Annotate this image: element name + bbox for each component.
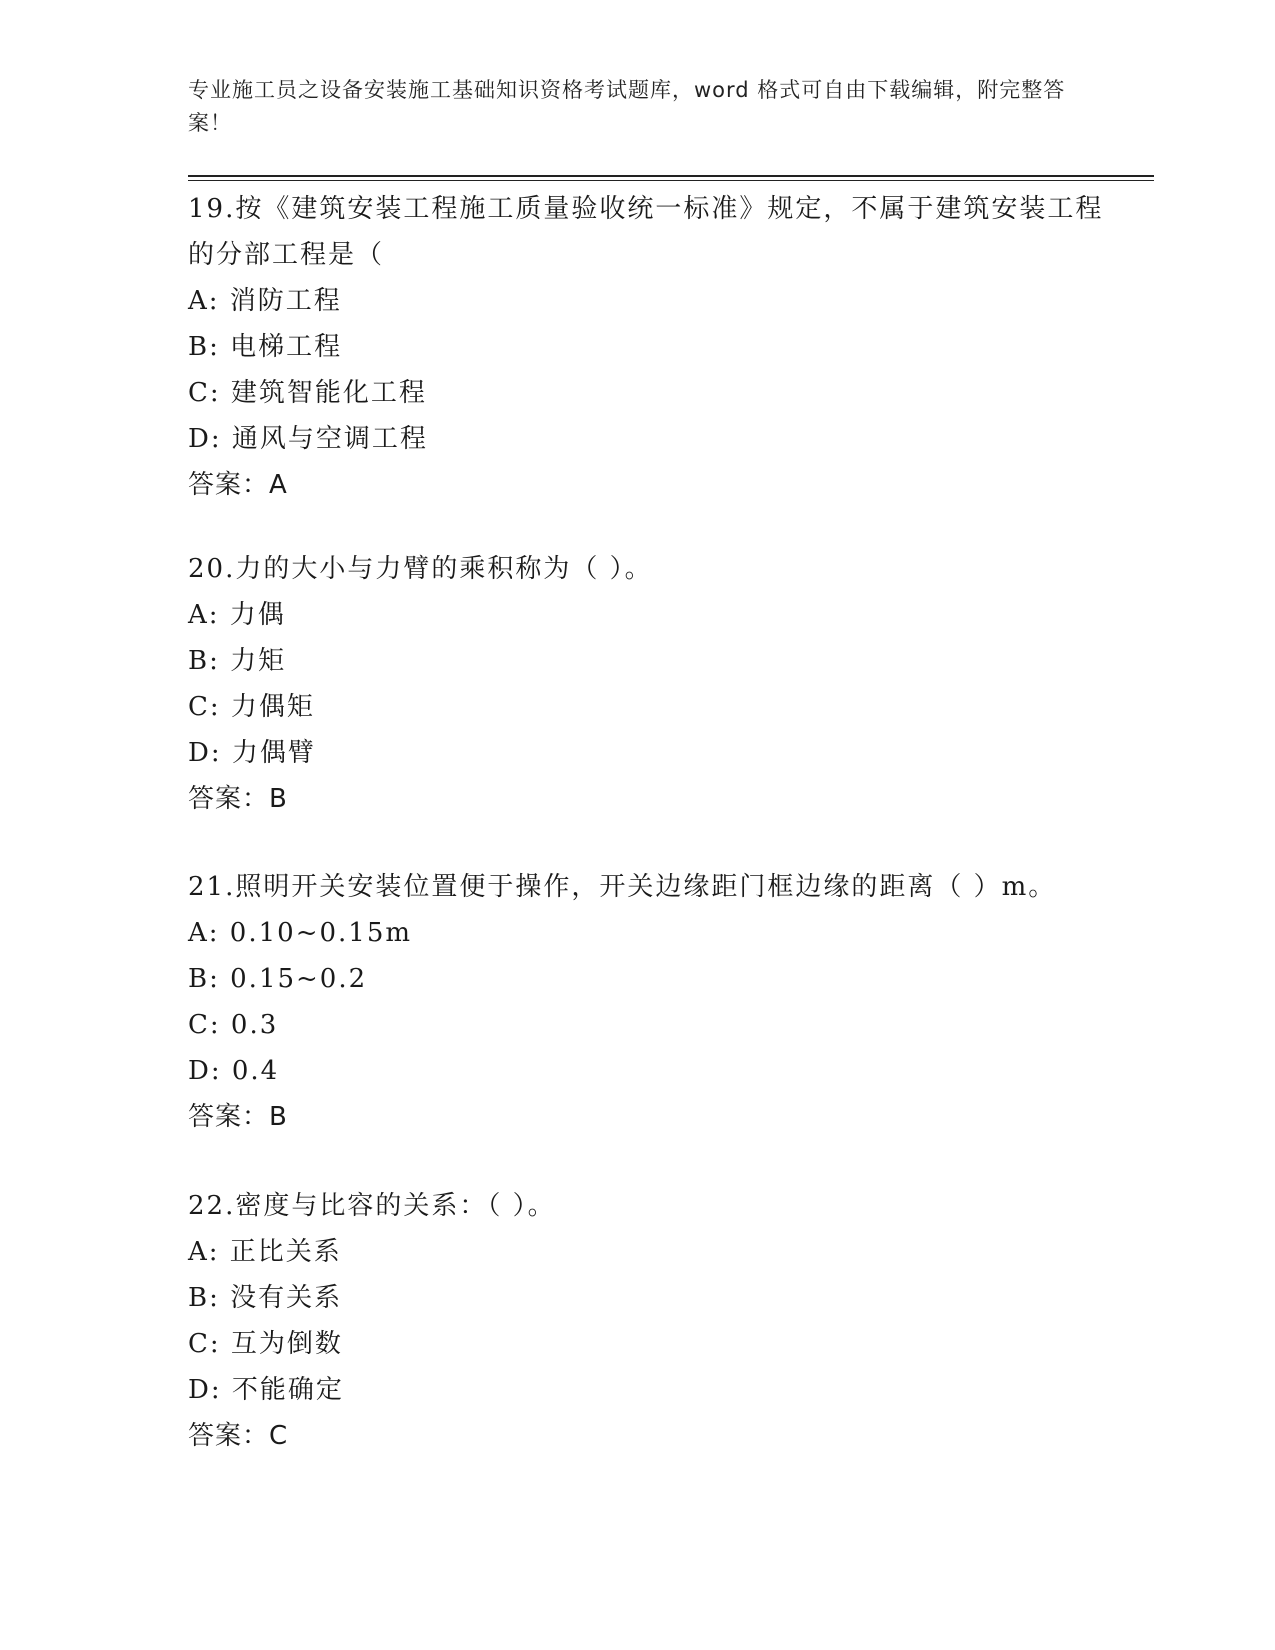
question-stem: 21.照明开关安装位置便于操作，开关边缘距门框边缘的距离（ ）m。 xyxy=(188,872,1057,902)
answer-label: 答案： xyxy=(188,470,270,500)
question-stem: 20.力的大小与力臂的乘积称为（ ）。 xyxy=(188,554,653,584)
option-b: B: 电梯工程 xyxy=(188,332,343,362)
option-b: B: 0.15~0.2 xyxy=(188,964,368,994)
answer-line xyxy=(188,462,1118,508)
option-a: A: 力偶 xyxy=(188,600,286,630)
option-c: C: 力偶矩 xyxy=(188,692,315,722)
header-divider-thin xyxy=(188,180,1154,181)
option-b: B: 力矩 xyxy=(188,646,287,676)
question-22 xyxy=(188,1183,1118,1459)
question-19 xyxy=(188,186,1118,508)
option-d: D: 不能确定 xyxy=(188,1375,344,1405)
answer-line xyxy=(188,776,1118,822)
question-20 xyxy=(188,546,1118,822)
answer-value: B xyxy=(269,1102,288,1132)
question-21 xyxy=(188,864,1118,1140)
question-stem: 19.按《建筑安装工程施工质量验收统一标准》规定，不属于建筑安装工程的分部工程是（ xyxy=(188,194,1104,270)
option-c: C: 建筑智能化工程 xyxy=(188,378,427,408)
option-a: A: 消防工程 xyxy=(188,286,342,316)
answer-label: 答案： xyxy=(188,1102,270,1132)
option-d: D: 力偶臂 xyxy=(188,738,316,768)
answer-label: 答案： xyxy=(188,1421,270,1451)
option-d: D: 通风与空调工程 xyxy=(188,424,428,454)
question-stem: 22.密度与比容的关系：（ ）。 xyxy=(188,1191,556,1221)
option-d: D: 0.4 xyxy=(188,1056,280,1086)
header-divider-thick xyxy=(188,175,1154,177)
option-a: A: 正比关系 xyxy=(188,1237,342,1267)
answer-value: C xyxy=(269,1421,289,1451)
option-a: A: 0.10~0.15m xyxy=(188,918,413,948)
answer-value: A xyxy=(269,470,288,500)
option-c: C: 0.3 xyxy=(188,1010,279,1040)
option-c: C: 互为倒数 xyxy=(188,1329,343,1359)
answer-line xyxy=(188,1413,1118,1459)
answer-line xyxy=(188,1094,1118,1140)
answer-label: 答案： xyxy=(188,784,270,814)
option-b: B: 没有关系 xyxy=(188,1283,343,1313)
document-header: 专业施工员之设备安装施工基础知识资格考试题库，word 格式可自由下载编辑，附完整答案！ xyxy=(188,78,1066,135)
answer-value: B xyxy=(269,784,288,814)
